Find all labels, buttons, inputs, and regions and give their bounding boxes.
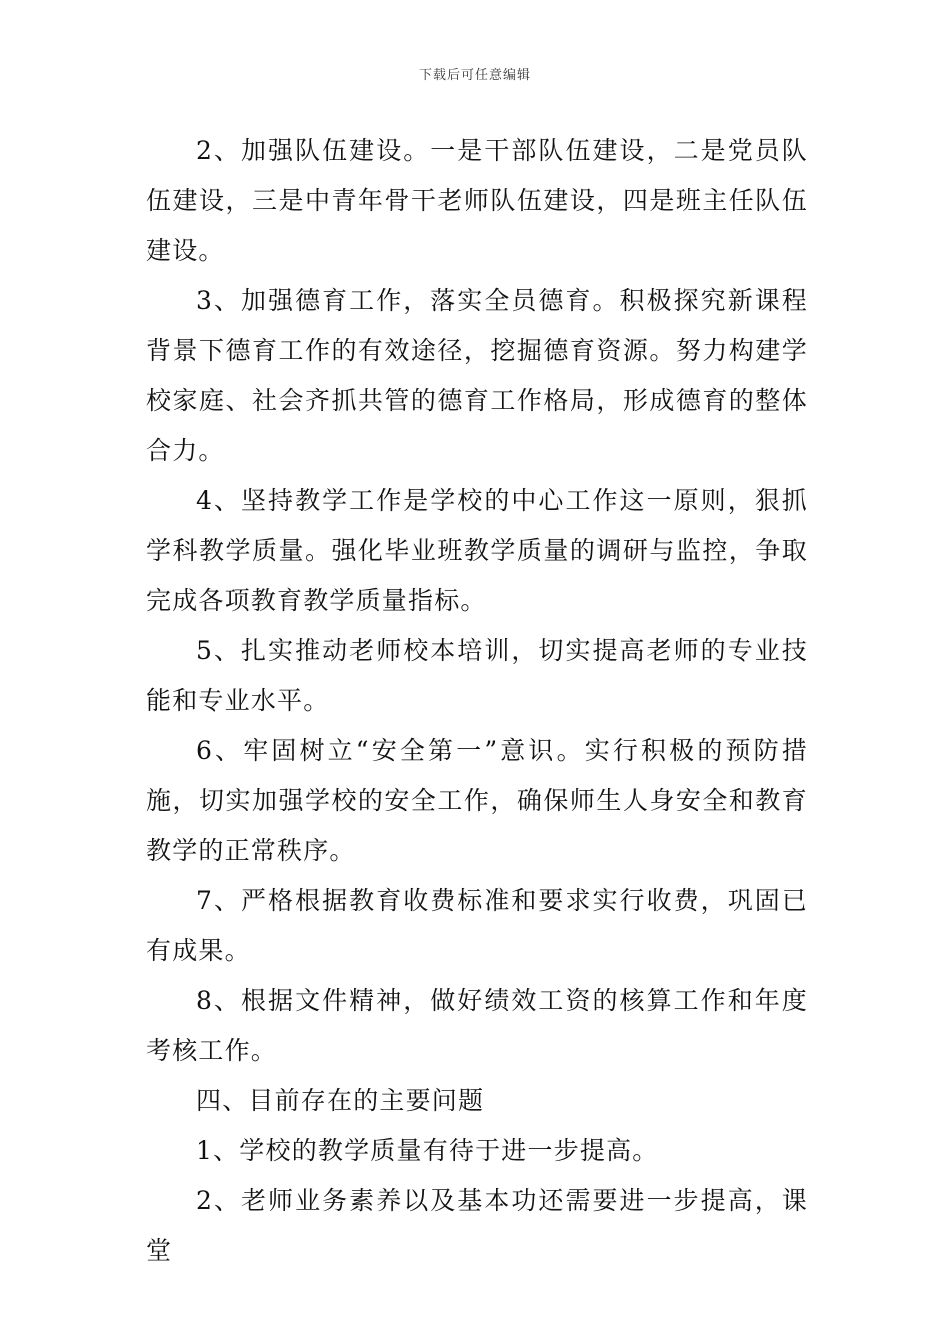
- paragraph-problem-1: 1、学校的教学质量有待于进一步提高。: [196, 1136, 659, 1165]
- paragraph-team-building: 2、加强队伍建设。一是干部队伍建设，二是党员队伍建设，三是中青年骨干老师队伍建设，四是班主任队伍建设。: [146, 136, 808, 265]
- section-heading-problems: 四、目前存在的主要问题: [196, 1086, 485, 1115]
- paragraph-problem-2: 2、老师业务素养以及基本功还需要进一步提高，课堂: [146, 1186, 808, 1265]
- paragraph-fees: 7、严格根据教育收费标准和要求实行收费，巩固已有成果。: [146, 886, 808, 965]
- paragraph-teacher-training: 5、扎实推动老师校本培训，切实提高老师的专业技能和专业水平。: [146, 636, 808, 715]
- page-header: 下载后可任意编辑: [418, 68, 531, 83]
- paragraph-performance-pay: 8、根据文件精神，做好绩效工资的核算工作和年度考核工作。: [146, 986, 808, 1065]
- paragraph-teaching-quality: 4、坚持教学工作是学校的中心工作这一原则，狠抓学科教学质量。强化毕业班教学质量的调研与监控，争取完成各项教育教学质量指标。: [146, 486, 808, 615]
- paragraph-safety: 6、牢固树立“安全第一”意识。实行积极的预防措施，切实加强学校的安全工作，确保师生人身安全和教育教学的正常秩序。: [146, 736, 808, 865]
- document-body: [146, 126, 808, 1276]
- paragraph-moral-education: 3、加强德育工作，落实全员德育。积极探究新课程背景下德育工作的有效途径，挖掘德育资源。努力构建学校家庭、社会齐抓共管的德育工作格局，形成德育的整体合力。: [146, 286, 808, 465]
